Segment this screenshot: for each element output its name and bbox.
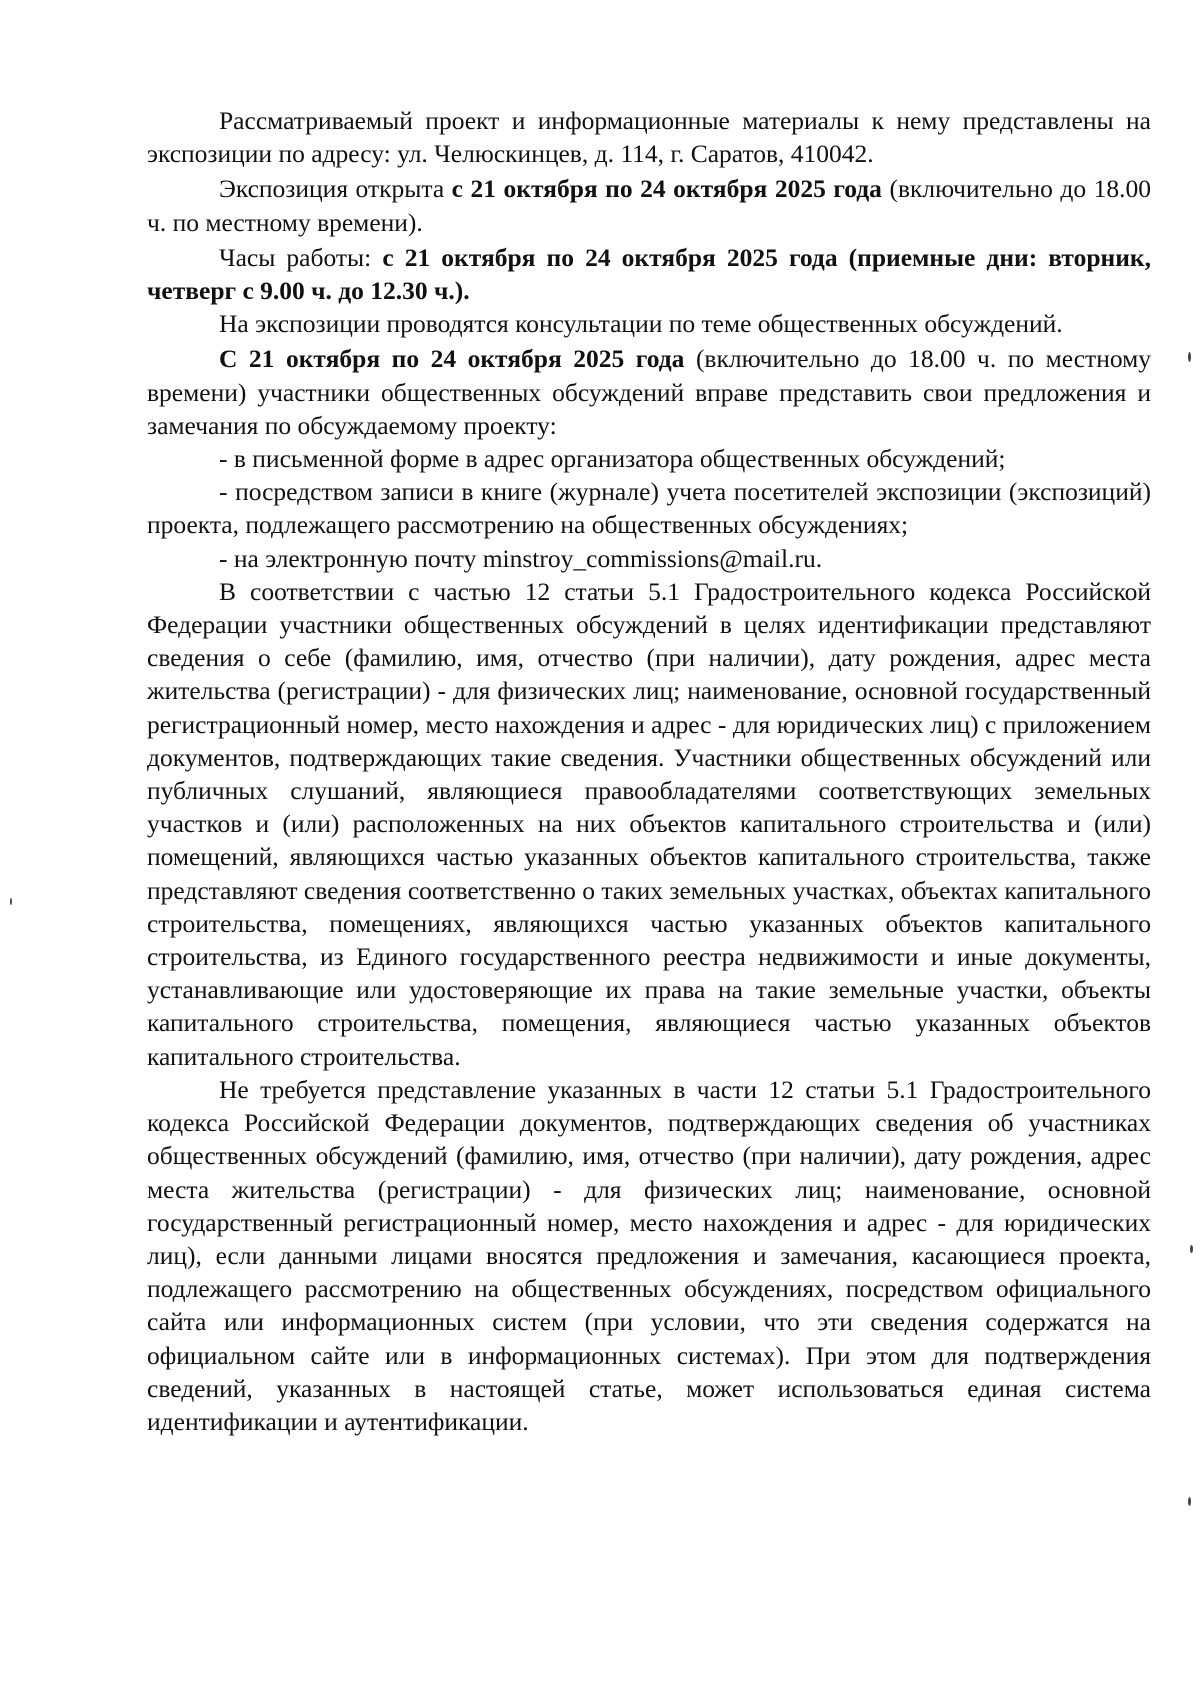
working-hours-bold: с 21 октября по 24 октября 2025 года (приемные дни: вторник, четверг с 9.00 ч. до 12.30 ч.). <box>147 242 1151 306</box>
paragraph-working-hours <box>147 241 1151 307</box>
scan-speck <box>10 898 12 905</box>
paragraph-exposition-dates <box>147 172 1151 238</box>
paragraph-identification: В соответствии с частью 12 статьи 5.1 Градостроительного кодекса Российской Федерации участники общественных обсуждений в целях идентификации представляют сведения о себе (фамилию, имя, отчество (при наличии), дату рождения, адрес места жительства (регистрации) - для физических лиц; наименование, основной государственный регистрационный номер, место нахождения и адрес - для юридических лиц) с приложением документов, подтверждающих такие сведения. Участники общественных обсуждений или публичных слушаний, являющиеся правообладателями соответствующих земельных участков и (или) расположенных на них объектов капитального строительства и (или) помещений, являющихся частью указанных объектов капитального строительства, также представляют сведения соответственно о таких земельных участках, объектах капитального строительства, помещениях, являющихся частью указанных объектов капитального строительства, из Единого государственного реестра недвижимости и иные документы, устанавливающие или удостоверяющие их права на такие земельные участки, объекты капитального строительства, помещения, являющиеся частью указанных объектов капитального строительства. <box>147 576 1151 1071</box>
exposition-dates-post: (включительно до 18.00 ч. по местному времени). <box>147 174 1151 237</box>
scan-speck <box>1190 1245 1193 1253</box>
proposals-period-post: (включительно до 18.00 ч. по местному времени) участники общественных обсуждений вправе представить свои предложения и замечания по обсуждаемому проекту: <box>147 344 1151 440</box>
document-page <box>147 104 1151 1438</box>
paragraph-proposals-period <box>147 342 1151 442</box>
list-item-written-form: - в письменной форме в адрес организатора общественных обсуждений; <box>219 444 1006 474</box>
exposition-dates-bold: с 21 октября по 24 октября 2025 года <box>451 174 882 204</box>
scan-speck <box>1188 1497 1191 1506</box>
scan-speck <box>1188 352 1191 362</box>
paragraph-consultations: На экспозиции проводятся консультации по теме общественных обсуждений. <box>219 309 1063 339</box>
paragraph-no-documents-required: Не требуется представление указанных в части 12 статьи 5.1 Градостроительного кодекса Российской Федерации документов, подтверждающих сведения об участниках общественных обсуждений (фамилию, имя, отчество (при наличии), дату рождения, адрес места жительства (регистрации) - для физических лиц; наименование, основной государственный регистрационный номер, место нахождения и адрес - для юридических лиц), если данными лицами вносятся предложения и замечания, касающиеся проекта, подлежащего рассмотрению на общественных обсуждениях, посредством официального сайта или информационных систем (при условии, что эти сведения содержатся на официальном сайте или в информационных системах). При этом для подтверждения сведений, указанных в настоящей статье, может использоваться единая система идентификации и аутентификации. <box>147 1074 1151 1436</box>
exposition-dates-pre: Экспозиция открыта <box>219 174 452 204</box>
paragraph-exposition-address: Рассматриваемый проект и информационные материалы к нему представлены на экспозиции по адресу: ул. Челюскинцев, д. 114, г. Саратов, 410042. <box>147 106 1151 169</box>
list-item-visitor-book: - посредством записи в книге (журнале) учета посетителей экспозиции (экспозиций) проекта, подлежащего рассмотрению на общественных обсуждениях; <box>147 477 1151 540</box>
working-hours-pre: Часы работы: <box>219 242 383 272</box>
list-item-email: - на электронную почту minstroy_commissions@mail.ru. <box>219 543 823 573</box>
proposals-period-bold: С 21 октября по 24 октября 2025 года <box>219 344 685 374</box>
